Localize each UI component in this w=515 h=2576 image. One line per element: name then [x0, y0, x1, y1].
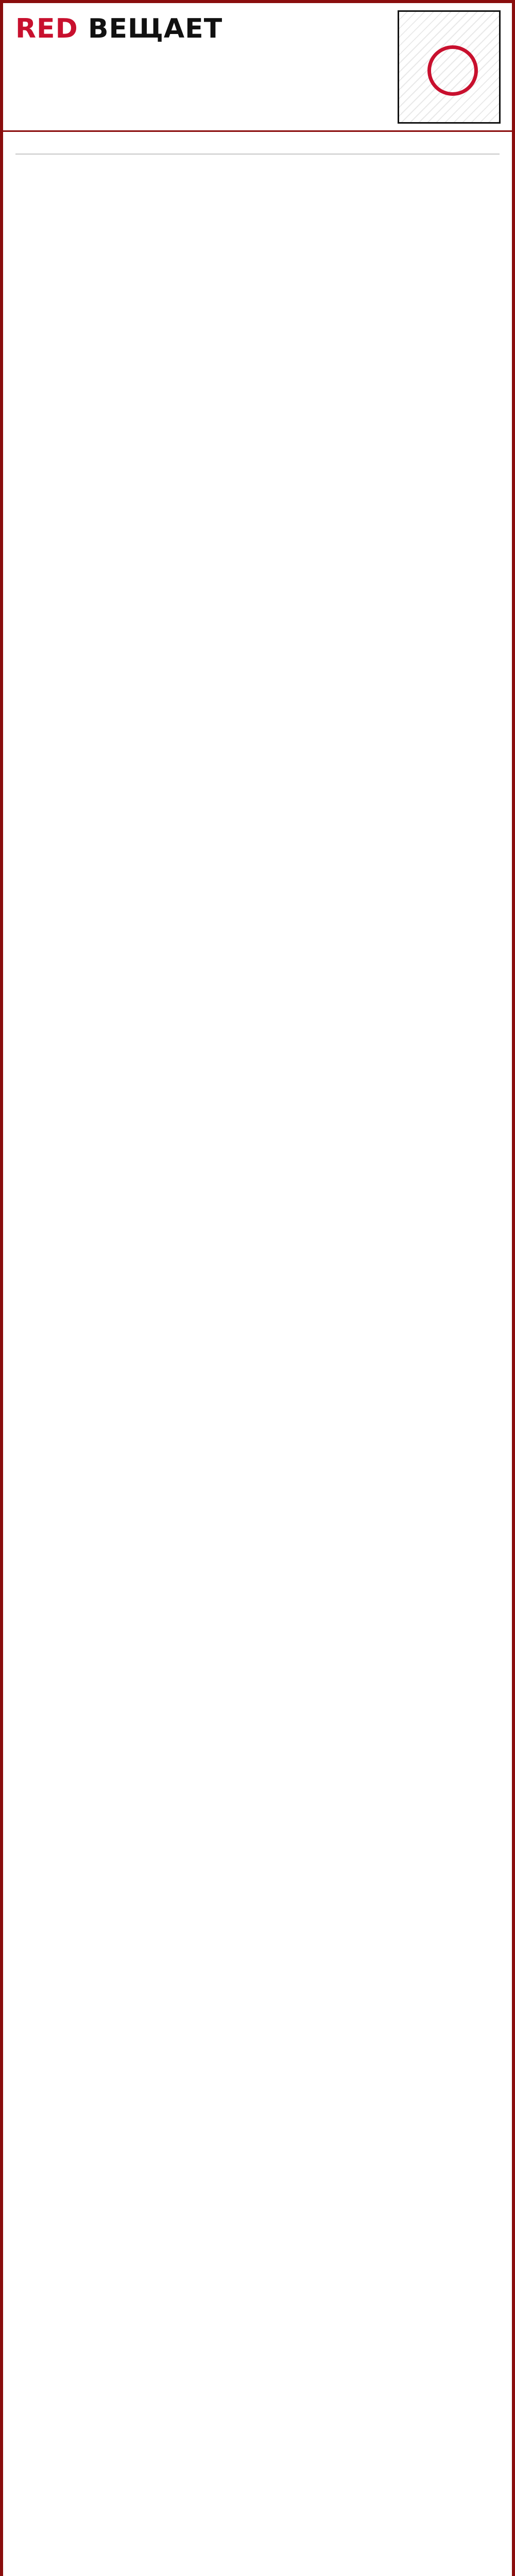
title-brand: RED	[15, 13, 78, 44]
title-rest: ВЕЩАЕТ	[78, 13, 223, 44]
article-body	[3, 132, 512, 155]
section-divider	[15, 154, 500, 155]
page-title	[15, 13, 222, 44]
page-header	[3, 3, 512, 132]
author-avatar	[398, 10, 501, 124]
